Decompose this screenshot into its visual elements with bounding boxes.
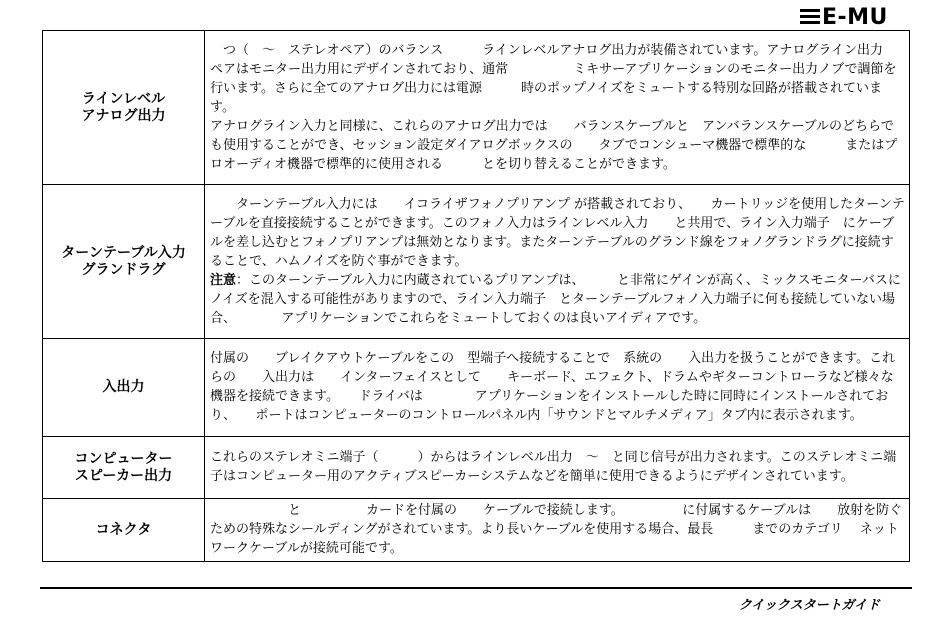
table-row: [43, 339, 910, 437]
table-row: [43, 499, 910, 562]
row-label-text: コネクタ: [95, 521, 152, 538]
table-row: [43, 31, 910, 185]
row-description: [205, 499, 910, 562]
spec-table: [42, 30, 920, 562]
description-paragraph: つ（ ～ ステレオペア）のバランス ラインレベルアナログ出力が装備されています。アナログライン出力 ペアはモニター出力用にデザインされており、通常 ミキサーアプリケーションのモニター出力ノブで調節を行います。さらに全てのアナログ出力には電源 時のポップノイズをミュートする特別な回路が搭載されています。: [210, 42, 909, 115]
row-label-text: 入出力: [102, 379, 145, 395]
table-row: [43, 185, 910, 339]
row-label-text: ターンテーブル入力 グランドラグ: [61, 244, 186, 278]
row-label-text: コンピューター スピーカー出力: [74, 450, 173, 484]
note-label: 注意: [210, 272, 237, 288]
description-paragraph: ターンテーブル入力には イコライザフォノプリアンプ が搭載されており、 カートリッジを使用したターンテーブルを直接接続することができます。このフォノ入力はラインレベル入力 と共用で、ライン入力端子 にケーブルを差し込むとフォノプリアンプは無効となります。またターンテーブルのグランド線をフォノグランドラグに接続することで、ハムノイズを防ぐ事ができます。: [210, 196, 905, 269]
row-label-text: ラインレベル アナログ出力: [81, 90, 166, 124]
note-text: ：このターンテーブル入力に内蔵されているプリアンプは、 と非常にゲインが高く、ミックスモニターバスにノイズを混入する可能性がありますので、ライン入力端子 とターンテーブルフォノ入力端子に何も接続していない場合、 アプリケーションでこれらをミュートしておくのは良いアイディアです。: [210, 272, 901, 326]
description-paragraph: アナログライン入力と同様に、これらのアナログ出力では バランスケーブルと アンバランスケーブルのどちらでも使用することができ、セッション設定ダイアログボックスの タブでコンシューマ機器で標準的な またはプロオーディオ機器で標準的に使用される とを切り替えることができます。: [210, 118, 898, 172]
row-description: [205, 31, 910, 185]
row-label: [43, 31, 205, 185]
row-label: [43, 339, 205, 437]
row-label: [43, 185, 205, 339]
row-description: [205, 185, 910, 339]
footer-title: クイックスタートガイド: [738, 598, 880, 613]
emu-logo-text: E-MU: [822, 4, 888, 30]
table-row: [43, 437, 910, 499]
description-paragraph: これらのステレオミニ端子（ ）からはラインレベル出力 ～ と同じ信号が出力されます。このステレオミニ端子はコンピューター用のアクティブスピーカーシステムなどを簡単に使用できるようにデザインされています。: [210, 450, 897, 484]
row-label: [43, 499, 205, 562]
note-paragraph: [210, 271, 905, 328]
description-paragraph: と カードを付属の ケーブルで接続します。 に付属するケーブルは 放射を防ぐための特殊なシールディングがされています。より長いケーブルを使用する場合、最長 までのカテゴリ ネットワークケーブルが接続可能です。: [210, 503, 903, 556]
emu-logo: [800, 4, 888, 30]
footer-divider: [40, 587, 912, 589]
description-paragraph: 付属の ブレイクアウトケーブルをこの 型端子へ接続することで 系統の 入出力を扱うことができます。これらの 入出力は インターフェイスとして キーボード、エフェクト、ドラムやギターコントローラなど様々な 機器を接続できます。 ドライバは アプリケーションをインストールした時に同時にインストールされており、 ポートはコンピューターのコントロールパネル内「サウンドとマルチメディア」タブ内に表示されます。: [210, 351, 920, 423]
emu-logo-mark-icon: [800, 8, 820, 26]
row-description: [205, 437, 910, 499]
row-label: [43, 437, 205, 499]
row-description: [205, 339, 920, 437]
